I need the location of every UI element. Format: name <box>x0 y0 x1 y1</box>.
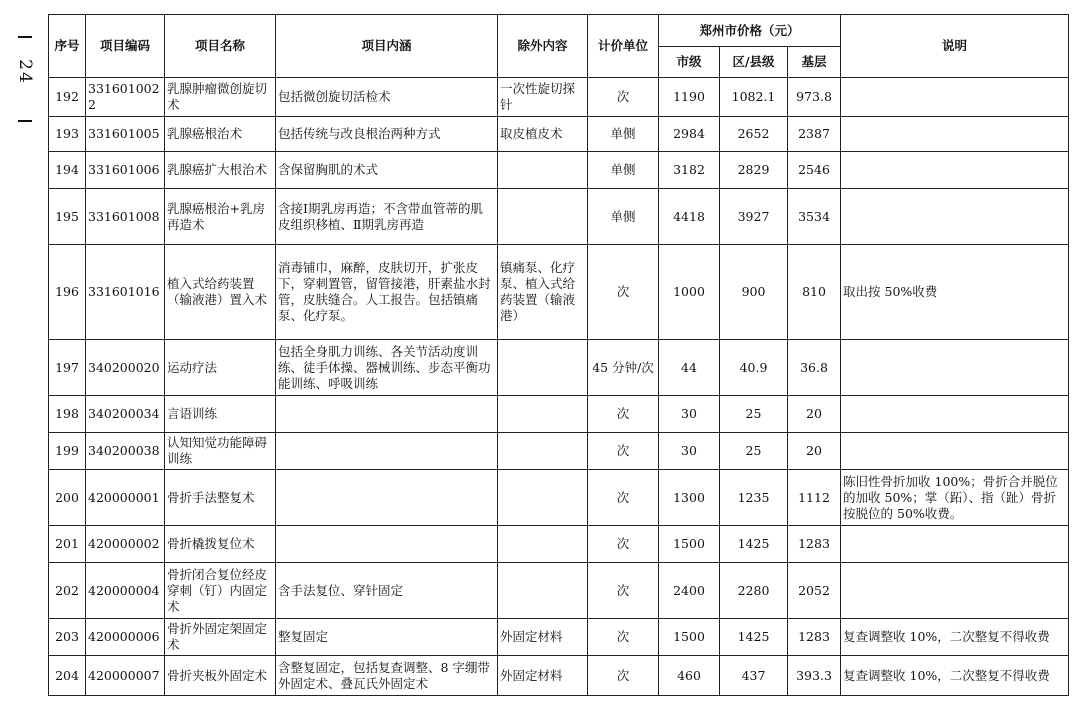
cell-code: 331601006 <box>86 152 165 189</box>
cell-content: 包括传统与改良根治两种方式 <box>276 117 498 152</box>
cell-name: 乳腺肿瘤微创旋切术 <box>165 78 276 117</box>
cell-unit: 单侧 <box>588 152 659 189</box>
cell-city-price: 2984 <box>659 117 720 152</box>
cell-exclude: 镇痛泵、化疗泵、植入式给药装置（输液港） <box>498 245 588 340</box>
page-number-text: 24 <box>15 59 35 85</box>
header-grassroots: 基层 <box>788 47 841 78</box>
cell-note: 取出按 50%收费 <box>841 245 1069 340</box>
cell-grassroots-price: 20 <box>788 396 841 433</box>
cell-county-price: 25 <box>720 433 788 470</box>
cell-county-price: 3927 <box>720 189 788 245</box>
cell-content <box>276 396 498 433</box>
cell-grassroots-price: 973.8 <box>788 78 841 117</box>
cell-grassroots-price: 3534 <box>788 189 841 245</box>
cell-county-price: 900 <box>720 245 788 340</box>
cell-seq: 201 <box>49 526 86 563</box>
cell-name: 运动疗法 <box>165 340 276 396</box>
cell-grassroots-price: 1283 <box>788 619 841 656</box>
cell-county-price: 2829 <box>720 152 788 189</box>
cell-county-price: 2280 <box>720 563 788 619</box>
cell-city-price: 1000 <box>659 245 720 340</box>
table-row <box>49 245 1069 340</box>
cell-county-price: 25 <box>720 396 788 433</box>
table-row <box>49 433 1069 470</box>
cell-content: 含保留胸肌的术式 <box>276 152 498 189</box>
cell-seq: 192 <box>49 78 86 117</box>
cell-exclude <box>498 152 588 189</box>
cell-unit: 单侧 <box>588 117 659 152</box>
cell-city-price: 1500 <box>659 526 720 563</box>
table-row <box>49 396 1069 433</box>
cell-code: 340200034 <box>86 396 165 433</box>
cell-content <box>276 433 498 470</box>
table-row <box>49 78 1069 117</box>
table-row <box>49 619 1069 656</box>
cell-county-price: 1235 <box>720 470 788 526</box>
cell-unit: 次 <box>588 619 659 656</box>
cell-city-price: 460 <box>659 656 720 696</box>
cell-unit: 45 分钟/次 <box>588 340 659 396</box>
cell-code: 331601016 <box>86 245 165 340</box>
cell-city-price: 3182 <box>659 152 720 189</box>
cell-grassroots-price: 20 <box>788 433 841 470</box>
cell-seq: 197 <box>49 340 86 396</box>
cell-exclude <box>498 526 588 563</box>
table-row <box>49 470 1069 526</box>
cell-code: 420000002 <box>86 526 165 563</box>
table-row <box>49 152 1069 189</box>
cell-county-price: 40.9 <box>720 340 788 396</box>
cell-seq: 196 <box>49 245 86 340</box>
cell-name: 骨折手法整复术 <box>165 470 276 526</box>
cell-seq: 198 <box>49 396 86 433</box>
cell-county-price: 1082.1 <box>720 78 788 117</box>
table-row <box>49 189 1069 245</box>
cell-unit: 次 <box>588 470 659 526</box>
cell-exclude <box>498 563 588 619</box>
cell-unit: 次 <box>588 245 659 340</box>
header-county: 区/县级 <box>720 47 788 78</box>
cell-code: 420000004 <box>86 563 165 619</box>
cell-note <box>841 563 1069 619</box>
header-city: 市级 <box>659 47 720 78</box>
cell-county-price: 1425 <box>720 619 788 656</box>
cell-city-price: 1500 <box>659 619 720 656</box>
cell-code: 420000007 <box>86 656 165 696</box>
cell-city-price: 2400 <box>659 563 720 619</box>
cell-code: 331601005 <box>86 117 165 152</box>
cell-name: 骨折闭合复位经皮穿刺（钉）内固定术 <box>165 563 276 619</box>
cell-seq: 199 <box>49 433 86 470</box>
cell-city-price: 44 <box>659 340 720 396</box>
header-exclude: 除外内容 <box>498 15 588 78</box>
cell-seq: 204 <box>49 656 86 696</box>
cell-exclude: 外固定材料 <box>498 656 588 696</box>
cell-note: 陈旧性骨折加收 100%；骨折合并脱位的加收 50%；掌（跖）、指（趾）骨折按脱位的 50%收费。 <box>841 470 1069 526</box>
cell-seq: 195 <box>49 189 86 245</box>
cell-city-price: 1300 <box>659 470 720 526</box>
cell-exclude <box>498 189 588 245</box>
cell-city-price: 1190 <box>659 78 720 117</box>
cell-note <box>841 78 1069 117</box>
cell-note <box>841 340 1069 396</box>
cell-name: 植入式给药装置（输液港）置入术 <box>165 245 276 340</box>
cell-county-price: 2652 <box>720 117 788 152</box>
cell-name: 骨折夹板外固定术 <box>165 656 276 696</box>
cell-code: 420000006 <box>86 619 165 656</box>
cell-code: 331601008 <box>86 189 165 245</box>
cell-name: 乳腺癌扩大根治术 <box>165 152 276 189</box>
cell-seq: 200 <box>49 470 86 526</box>
cell-seq: 193 <box>49 117 86 152</box>
cell-exclude <box>498 433 588 470</box>
cell-unit: 次 <box>588 656 659 696</box>
cell-grassroots-price: 393.3 <box>788 656 841 696</box>
cell-unit: 次 <box>588 526 659 563</box>
cell-content: 包括全身肌力训练、各关节活动度训练、徒手体操、器械训练、步态平衡功能训练、呼吸训练 <box>276 340 498 396</box>
cell-unit: 次 <box>588 563 659 619</box>
header-note: 说明 <box>841 15 1069 78</box>
cell-name: 乳腺癌根治+乳房再造术 <box>165 189 276 245</box>
table-row <box>49 117 1069 152</box>
cell-unit: 次 <box>588 396 659 433</box>
header-price-group: 郑州市价格（元） <box>659 15 841 47</box>
header-code: 项目编码 <box>86 15 165 78</box>
cell-name: 认知知觉功能障碍训练 <box>165 433 276 470</box>
cell-name: 骨折外固定架固定术 <box>165 619 276 656</box>
cell-note <box>841 189 1069 245</box>
cell-grassroots-price: 2546 <box>788 152 841 189</box>
cell-exclude <box>498 396 588 433</box>
cell-note <box>841 117 1069 152</box>
cell-exclude: 外固定材料 <box>498 619 588 656</box>
cell-content: 含手法复位、穿针固定 <box>276 563 498 619</box>
cell-exclude: 一次性旋切探针 <box>498 78 588 117</box>
cell-note: 复查调整收 10%，二次整复不得收费 <box>841 619 1069 656</box>
table-row <box>49 340 1069 396</box>
header-content: 项目内涵 <box>276 15 498 78</box>
cell-code: 420000001 <box>86 470 165 526</box>
cell-city-price: 30 <box>659 396 720 433</box>
table-row <box>49 656 1069 696</box>
header-name: 项目名称 <box>165 15 276 78</box>
page-number <box>8 20 42 130</box>
cell-grassroots-price: 36.8 <box>788 340 841 396</box>
price-table <box>48 14 1069 696</box>
cell-content: 含接Ⅰ期乳房再造；不含带血管蒂的肌皮组织移植、Ⅱ期乳房再造 <box>276 189 498 245</box>
cell-county-price: 437 <box>720 656 788 696</box>
cell-content <box>276 526 498 563</box>
cell-note <box>841 152 1069 189</box>
cell-unit: 单侧 <box>588 189 659 245</box>
cell-name: 骨折橇拨复位术 <box>165 526 276 563</box>
cell-grassroots-price: 810 <box>788 245 841 340</box>
cell-content: 整复固定 <box>276 619 498 656</box>
cell-seq: 203 <box>49 619 86 656</box>
cell-exclude <box>498 470 588 526</box>
cell-name: 言语训练 <box>165 396 276 433</box>
cell-code: 340200020 <box>86 340 165 396</box>
cell-content <box>276 470 498 526</box>
header-seq: 序号 <box>49 15 86 78</box>
cell-city-price: 4418 <box>659 189 720 245</box>
cell-content: 消毒铺巾，麻醉，皮肤切开，扩张皮下，穿刺置管，留管接港，肝素盐水封管，皮肤缝合。人工报告。包括镇痛泵、化疗泵。 <box>276 245 498 340</box>
cell-unit: 次 <box>588 433 659 470</box>
cell-seq: 202 <box>49 563 86 619</box>
table-row <box>49 526 1069 563</box>
cell-grassroots-price: 1112 <box>788 470 841 526</box>
cell-county-price: 1425 <box>720 526 788 563</box>
cell-code: 340200038 <box>86 433 165 470</box>
cell-content: 含整复固定，包括复查调整、8 字绷带外固定术、叠瓦氏外固定术 <box>276 656 498 696</box>
header-unit: 计价单位 <box>588 15 659 78</box>
cell-content: 包括微创旋切活检术 <box>276 78 498 117</box>
cell-grassroots-price: 2052 <box>788 563 841 619</box>
cell-note <box>841 396 1069 433</box>
table-row <box>49 563 1069 619</box>
cell-seq: 194 <box>49 152 86 189</box>
cell-note <box>841 526 1069 563</box>
cell-grassroots-price: 1283 <box>788 526 841 563</box>
cell-unit: 次 <box>588 78 659 117</box>
cell-exclude <box>498 340 588 396</box>
cell-name: 乳腺癌根治术 <box>165 117 276 152</box>
cell-exclude: 取皮植皮术 <box>498 117 588 152</box>
cell-grassroots-price: 2387 <box>788 117 841 152</box>
cell-note <box>841 433 1069 470</box>
cell-note: 复查调整收 10%，二次整复不得收费 <box>841 656 1069 696</box>
cell-city-price: 30 <box>659 433 720 470</box>
cell-code: 3316010022 <box>86 78 165 117</box>
